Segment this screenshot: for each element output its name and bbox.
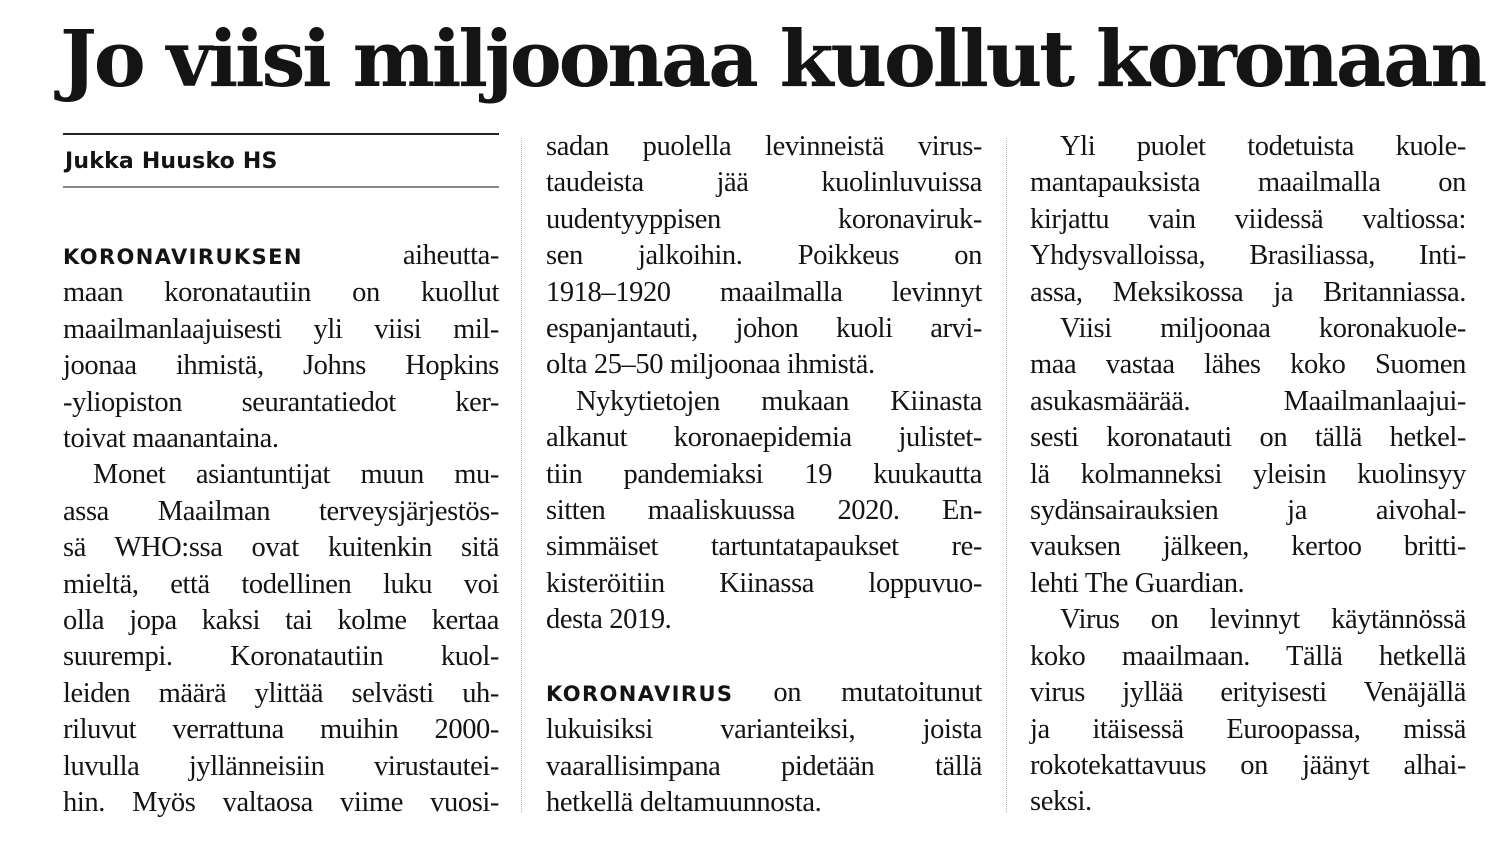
lead-word: KORONAVIRUS [546,682,734,707]
text-line: lukuisiksi varianteiksi, joista [546,714,982,746]
text-line: mieltä, että todellinen luku voi [63,568,499,600]
text-line: lehti The Guardian. [1030,567,1245,599]
text-line: mantapauksista maailmalla on [1030,167,1466,199]
text-line: espanjantauti, johon kuoli arvi- [546,313,982,345]
text-line: maan koronatautiin on kuollut [63,277,499,309]
text-line: Virus on levinnyt käytännössä [1060,604,1466,636]
text-line: maa vastaa lähes koko Suomen [1030,349,1466,381]
text-line: KORONAVIRUKSEN aiheutta- [63,240,499,271]
article-column-2 [546,129,982,822]
text-line: hin. Myös valtaosa viime vuosi- [63,787,499,819]
article-column-3 [1030,129,1466,821]
text-line: assa, Meksikossa ja Britanniassa. [1030,276,1466,308]
text-line: lä kolmanneksi yleisin kuolinsyy [1030,458,1466,490]
text-line: sadan puolella levinneistä virus- [546,131,982,162]
text-line: Monet asiantuntijat muun mu- [93,459,499,491]
text-line: simmäiset tartuntatapaukset re- [546,531,982,563]
text-line: riluvut verrattuna muihin 2000- [63,714,499,746]
text-line: taudeista jää kuolinluvuissa [546,167,982,199]
text-line: -yliopiston seurantatiedot ker- [63,386,499,418]
text-line: olta 25–50 miljoonaa ihmistä. [546,349,875,381]
text-line: sesti koronatauti on tällä hetkel- [1030,422,1466,454]
text-line: maailmanlaajuisesti yli viisi mil- [63,313,499,345]
text-line: koko maailmaan. Tällä hetkellä [1030,640,1466,672]
column-divider [521,138,522,813]
text-line: Yhdysvalloissa, Brasiliassa, Inti- [1030,240,1466,272]
text-line: kirjattu vain viidessä valtiossa: [1030,203,1466,235]
text-line: toivat maanantaina. [63,423,279,455]
text-line: 1918–1920 maailmalla levinnyt [546,276,982,308]
text-line: hetkellä deltamuunnosta. [546,787,822,819]
text-line: assa Maailman terveysjärjestös- [63,495,499,527]
text-line: sen jalkoihin. Poikkeus on [546,240,982,272]
text-line: Yli puolet todetuista kuole- [1060,131,1466,162]
text-line: virus jyllää erityisesti Venäjällä [1030,677,1466,709]
text-line: sitten maaliskuussa 2020. En- [546,495,982,527]
text-line: olla jopa kaksi tai kolme kertaa [63,605,499,637]
lead-word: KORONAVIRUKSEN [63,245,303,269]
text-line: suurempi. Koronatautiin kuol- [63,641,499,673]
text-line: KORONAVIRUS on mutatoitunut [546,677,982,709]
text-line: kisteröitiin Kiinassa loppuvuo- [546,567,982,599]
text-line: sydänsairauksien ja aivohal- [1030,495,1466,527]
text-line: Nykytietojen mukaan Kiinasta [576,385,982,417]
text-line: joonaa ihmistä, Johns Hopkins [63,350,499,382]
byline: Jukka Huusko HS [65,149,278,174]
text-line: seksi. [1030,786,1092,818]
article-column-1 [63,238,499,822]
headline: Jo viisi miljoonaa kuollut koronaan [60,14,1485,105]
text-line: uudentyyppisen koronaviruk- [546,203,982,235]
byline-box [63,133,499,188]
text-line: asukasmäärää. Maailmanlaajui- [1030,385,1466,417]
text-line: sä WHO:ssa ovat kuitenkin sitä [63,532,499,564]
column-divider [1006,138,1007,813]
text-line: leiden määrä ylittää selvästi uh- [63,677,499,709]
text-line: alkanut koronaepidemia julistet- [546,422,982,454]
text-line: Viisi miljoonaa koronakuole- [1060,313,1466,345]
text-line: vauksen jälkeen, kertoo britti- [1030,531,1466,563]
text-line: desta 2019. [546,604,672,636]
text-line: ja itäisessä Euroopassa, missä [1030,713,1466,745]
text-line: luvulla jyllänneisiin virustautei- [63,750,499,782]
text-line: tiin pandemiaksi 19 kuukautta [546,458,982,490]
text-line: vaarallisimpana pidetään tällä [546,750,982,782]
text-line: rokotekattavuus on jäänyt alhai- [1030,749,1466,781]
